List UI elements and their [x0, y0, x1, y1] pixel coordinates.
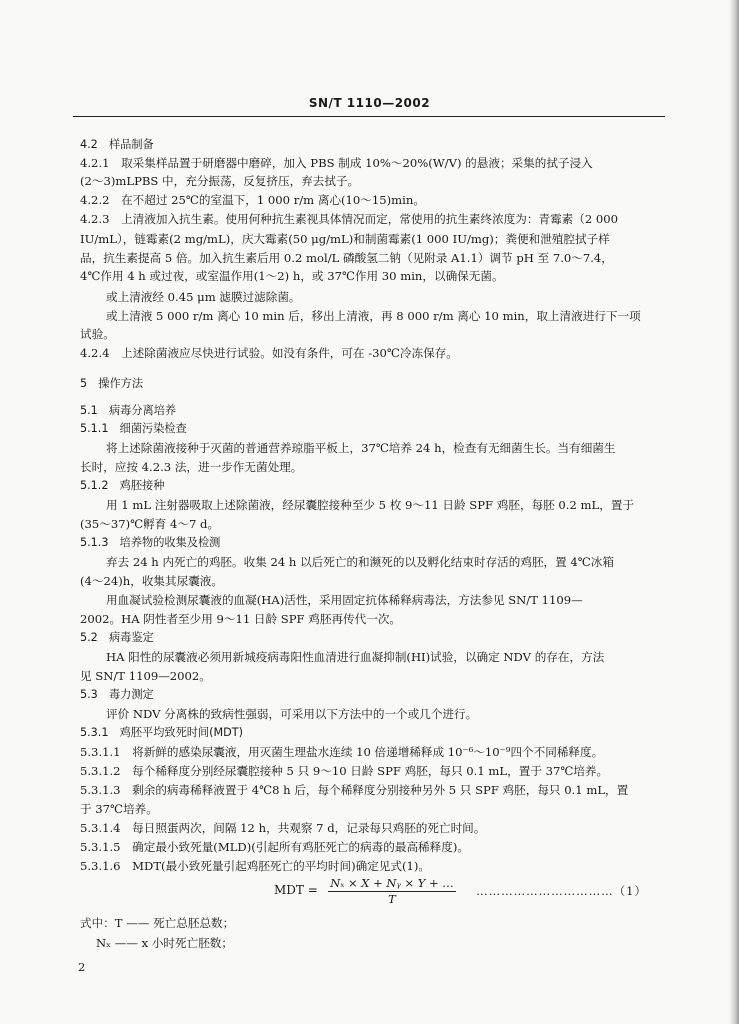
- text-line: 于 37℃培养。: [80, 802, 158, 816]
- text-line: 见 SN/T 1109—2002。: [80, 669, 211, 683]
- text-line: IU/mL），链霉素(2 mg/mL)，庆大霉素(50 μg/mL)和制菌霉素(1 000 IU/mg)；粪便和泄殖腔拭子样: [80, 232, 610, 246]
- section-heading: 4.2 样品制备: [80, 138, 154, 151]
- equation-fraction: [328, 876, 456, 906]
- text-line: 评价 NDV 分离株的致病性强弱，可采用以下方法中的一个或几个进行。: [106, 707, 478, 721]
- page-number: 2: [78, 960, 86, 974]
- text-line: (2～3)mLPBS 中，充分振荡，反复挤压，弃去拭子。: [80, 174, 360, 188]
- text-line: 弃去 24 h 内死亡的鸡胚。收集 24 h 以后死亡的和濒死的以及孵化结束时存活的鸡胚，置 4℃冰箱: [106, 555, 614, 569]
- section-heading: 5 操作方法: [80, 377, 144, 390]
- definition-line: 式中：T —— 死亡总胚总数；: [80, 916, 235, 930]
- text-line: 品，抗生素提高 5 倍。加入抗生素后用 0.2 mol/L 磷酸氢二钠（见附录 A1.1）调节 pH 至 7.0～7.4，: [80, 251, 613, 265]
- text-line: (4～24)h，收集其尿囊液。: [80, 574, 223, 588]
- definition-line: Nₓ —— x 小时死亡胚数；: [96, 936, 233, 950]
- text-line: 将上述除菌液接种于灭菌的普通营养琼脂平板上，37℃培养 24 h，检查有无细菌生长。当有细菌生: [106, 441, 616, 455]
- text-line: 5.3.1.3 剩余的病毒稀释液置于 4℃8 h 后，每个稀释度分别接种另外 5 只 SPF 鸡胚，每只 0.1 mL，置: [80, 783, 629, 797]
- text-line: 试验。: [80, 327, 115, 341]
- text-line: 用血凝试验检测尿囊液的血凝(HA)活性，采用固定抗体稀释病毒法，方法参见 SN/T 1109—: [106, 593, 583, 607]
- equation-lhs: MDT =: [274, 883, 318, 897]
- section-heading: 5.1.3 培养物的收集及检测: [80, 536, 221, 549]
- text-line: 5.3.1.5 确定最小致死量(MLD)(引起所有鸡胚死亡的病毒的最高稀释度)。: [80, 840, 469, 854]
- text-line: 用 1 mL 注射器吸取上述除菌液，经尿囊腔接种至少 5 枚 9～11 日龄 SPF 鸡胚，每胚 0.2 mL，置于: [106, 498, 635, 512]
- section-heading: 5.1 病毒分离培养: [80, 404, 177, 417]
- section-heading: 5.2 病毒鉴定: [80, 631, 154, 644]
- section-heading: 5.3 毒力测定: [80, 688, 154, 701]
- text-line: HA 阳性的尿囊液必须用新城疫病毒阳性血清进行血凝抑制(HI)试验，以确定 NDV 的存在，方法: [106, 650, 605, 664]
- equation-numerator: Nₓ × X + Nᵧ × Y + …: [328, 876, 456, 892]
- text-line: 5.3.1.1 将新鲜的感染尿囊液，用灭菌生理盐水连续 10 倍递增稀释成 10⁻⁶～10⁻⁹四个不同稀释度。: [80, 745, 604, 759]
- scan-edge-shadow: [729, 0, 739, 1024]
- section-heading: 5.3.1 鸡胚平均致死时间(MDT): [80, 726, 243, 739]
- running-header: SN/T 1110—2002: [308, 96, 431, 110]
- text-line: 4.2.2 在不超过 25℃的室温下，1 000 r/m 离心(10～15)min。: [80, 193, 425, 207]
- equation-denominator: T: [388, 892, 396, 906]
- text-line: 4.2.1 取采集样品置于研磨器中磨碎，加入 PBS 制成 10%～20%(W/V) 的悬液；采集的拭子浸入: [80, 156, 593, 170]
- text-line: (35～37)℃孵育 4～7 d。: [80, 517, 220, 531]
- text-line: 4.2.3 上清液加入抗生素。使用何种抗生素视具体情况而定，常使用的抗生素终浓度为：青霉素（2 000: [80, 212, 619, 226]
- text-line: 或上清液经 0.45 μm 滤膜过滤除菌。: [106, 290, 301, 304]
- section-heading: 5.1.2 鸡胚接种: [80, 479, 165, 492]
- text-line: 4.2.4 上述除菌液应尽快进行试验。如没有条件，可在 -30℃冷冻保存。: [80, 346, 458, 360]
- header-rule: [73, 116, 665, 117]
- text-line: 5.3.1.6 MDT(最小致死量引起鸡胚死亡的平均时间)确定见式(1)。: [80, 859, 430, 873]
- text-line: 4℃作用 4 h 或过夜，或室温作用(1～2) h，或 37℃作用 30 min，以确保无菌。: [80, 269, 504, 283]
- section-heading: 5.1.1 细菌污染检查: [80, 422, 187, 435]
- mdt-equation: [80, 876, 655, 906]
- text-line: 长时，应按 4.2.3 法，进一步作无菌处理。: [80, 460, 303, 474]
- text-line: 5.3.1.4 每日照蛋两次，间隔 12 h，共观察 7 d，记录每只鸡胚的死亡时间。: [80, 821, 486, 835]
- text-line: 5.3.1.2 每个稀释度分别经尿囊腔接种 5 只 9～10 日龄 SPF 鸡胚，每只 0.1 mL，置于 37℃培养。: [80, 764, 609, 778]
- text-line: 或上清液 5 000 r/m 离心 10 min 后，移出上清液，再 8 000 r/m 离心 10 min，取上清液进行下一项: [106, 309, 641, 323]
- equation-number: ……………………………（1）: [476, 884, 647, 898]
- text-line: 2002。HA 阴性者至少用 9～11 日龄 SPF 鸡胚再传代一次。: [80, 612, 402, 626]
